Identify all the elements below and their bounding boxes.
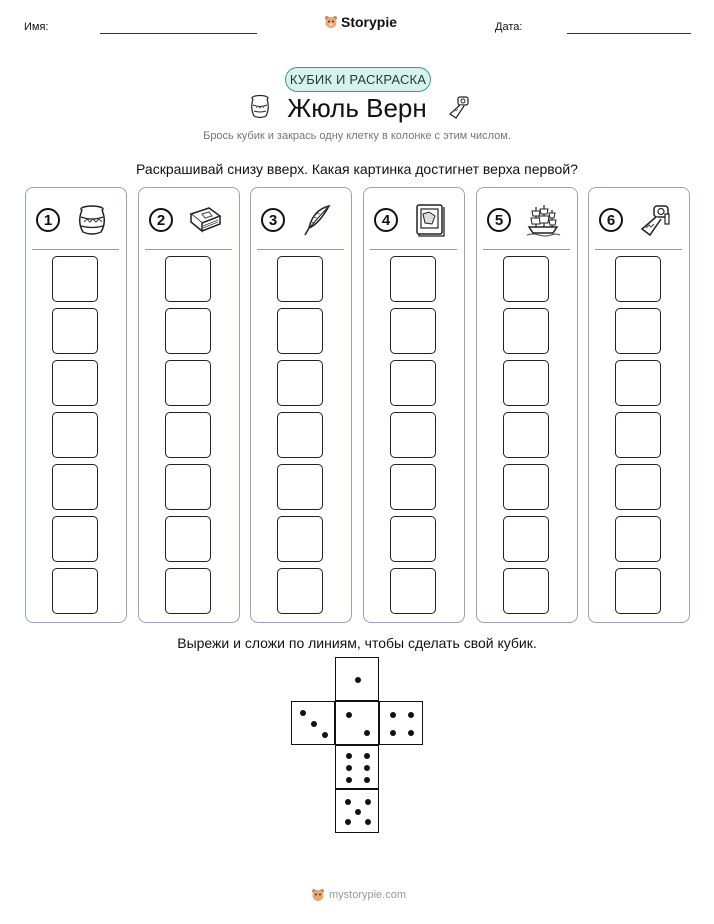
column-divider — [257, 249, 344, 250]
dice-pip — [346, 712, 352, 718]
dice-pip — [346, 777, 352, 783]
color-cell[interactable] — [277, 256, 323, 302]
dice-face-3 — [291, 701, 335, 745]
color-cell[interactable] — [52, 308, 98, 354]
color-cell[interactable] — [615, 360, 661, 406]
bear-logo-icon — [311, 888, 325, 902]
dice-pip — [300, 710, 306, 716]
dice-pip — [365, 819, 371, 825]
dice-pip — [364, 730, 370, 736]
color-cell[interactable] — [52, 568, 98, 614]
column-number: 2 — [149, 208, 173, 232]
name-line[interactable] — [100, 33, 257, 34]
color-cell[interactable] — [390, 568, 436, 614]
pot-icon — [74, 202, 110, 238]
subtitle: Брось кубик и закрась одну клетку в колонке с этим числом. — [203, 130, 511, 142]
footer — [311, 888, 406, 902]
color-cell[interactable] — [52, 516, 98, 562]
date-label: Дата: — [495, 21, 523, 33]
name-label: Имя: — [24, 21, 49, 33]
color-cell[interactable] — [165, 516, 211, 562]
dice-pip — [345, 799, 351, 805]
color-cell[interactable] — [503, 516, 549, 562]
column-number: 3 — [261, 208, 285, 232]
color-cell[interactable] — [277, 360, 323, 406]
column-5 — [476, 187, 578, 623]
dice-pip — [364, 777, 370, 783]
dice-pip — [311, 721, 317, 727]
column-2 — [138, 187, 240, 623]
column-number: 6 — [599, 208, 623, 232]
dice-pip — [365, 799, 371, 805]
color-cell[interactable] — [390, 256, 436, 302]
column-divider — [145, 249, 232, 250]
ticker-tape-icon — [637, 202, 673, 238]
page-title: Жюль Верн — [287, 93, 427, 123]
color-cell[interactable] — [390, 464, 436, 510]
ship-icon — [525, 202, 561, 238]
color-cell[interactable] — [52, 464, 98, 510]
ticker-tape-icon — [446, 94, 472, 120]
map-book-icon — [412, 202, 448, 238]
dice-pip — [355, 677, 361, 683]
column-divider — [32, 249, 119, 250]
color-cell[interactable] — [52, 360, 98, 406]
dice-pip — [364, 765, 370, 771]
brand-name: Storypie — [341, 14, 398, 30]
color-cell[interactable] — [503, 360, 549, 406]
column-1 — [25, 187, 127, 623]
color-cell[interactable] — [503, 568, 549, 614]
color-cell[interactable] — [503, 256, 549, 302]
color-cell[interactable] — [615, 464, 661, 510]
date-line[interactable] — [567, 33, 691, 34]
dice-pip — [390, 712, 396, 718]
color-cell[interactable] — [615, 412, 661, 458]
color-cell[interactable] — [52, 412, 98, 458]
color-cell[interactable] — [277, 516, 323, 562]
dice-face-4 — [379, 701, 423, 745]
color-cell[interactable] — [165, 568, 211, 614]
dice-pip — [355, 809, 361, 815]
dice-instruction: Вырежи и сложи по линиям, чтобы сделать свой кубик. — [177, 635, 537, 651]
book-icon — [187, 202, 223, 238]
color-cell[interactable] — [503, 464, 549, 510]
color-cell[interactable] — [390, 516, 436, 562]
color-cell[interactable] — [165, 412, 211, 458]
color-cell[interactable] — [615, 568, 661, 614]
column-divider — [595, 249, 682, 250]
column-3 — [250, 187, 352, 623]
column-number: 5 — [487, 208, 511, 232]
dice-pip — [322, 732, 328, 738]
color-cell[interactable] — [503, 308, 549, 354]
color-cell[interactable] — [165, 464, 211, 510]
color-cell[interactable] — [277, 308, 323, 354]
column-4 — [363, 187, 465, 623]
dice-face-5 — [335, 789, 379, 833]
dice-face-6 — [335, 745, 379, 789]
color-cell[interactable] — [615, 516, 661, 562]
color-cell[interactable] — [615, 256, 661, 302]
color-cell[interactable] — [165, 360, 211, 406]
dice-face-1 — [335, 657, 379, 701]
color-cell[interactable] — [165, 256, 211, 302]
instruction: Раскрашивай снизу вверх. Какая картинка достигнет верха первой? — [136, 161, 578, 177]
dice-pip — [408, 712, 414, 718]
color-cell[interactable] — [277, 568, 323, 614]
dice-pip — [364, 753, 370, 759]
quill-icon — [299, 202, 335, 238]
bear-logo-icon — [324, 15, 338, 29]
color-cell[interactable] — [277, 464, 323, 510]
pot-icon — [248, 94, 272, 120]
color-cell[interactable] — [165, 308, 211, 354]
footer-url[interactable]: mystorypie.com — [329, 889, 407, 901]
column-number: 1 — [36, 208, 60, 232]
column-6 — [588, 187, 690, 623]
color-cell[interactable] — [503, 412, 549, 458]
column-divider — [483, 249, 570, 250]
dice-pip — [390, 730, 396, 736]
column-number: 4 — [374, 208, 398, 232]
color-cell[interactable] — [390, 360, 436, 406]
dice-pip — [346, 753, 352, 759]
color-cell[interactable] — [52, 256, 98, 302]
brand-logo — [324, 14, 397, 30]
dice-face-2 — [335, 701, 379, 745]
dice-pip — [345, 819, 351, 825]
color-cell[interactable] — [390, 412, 436, 458]
color-cell[interactable] — [615, 308, 661, 354]
category-pill: КУБИК И РАСКРАСКА — [285, 67, 431, 92]
color-cell[interactable] — [390, 308, 436, 354]
dice-pip — [408, 730, 414, 736]
color-cell[interactable] — [277, 412, 323, 458]
dice-pip — [346, 765, 352, 771]
column-divider — [370, 249, 457, 250]
